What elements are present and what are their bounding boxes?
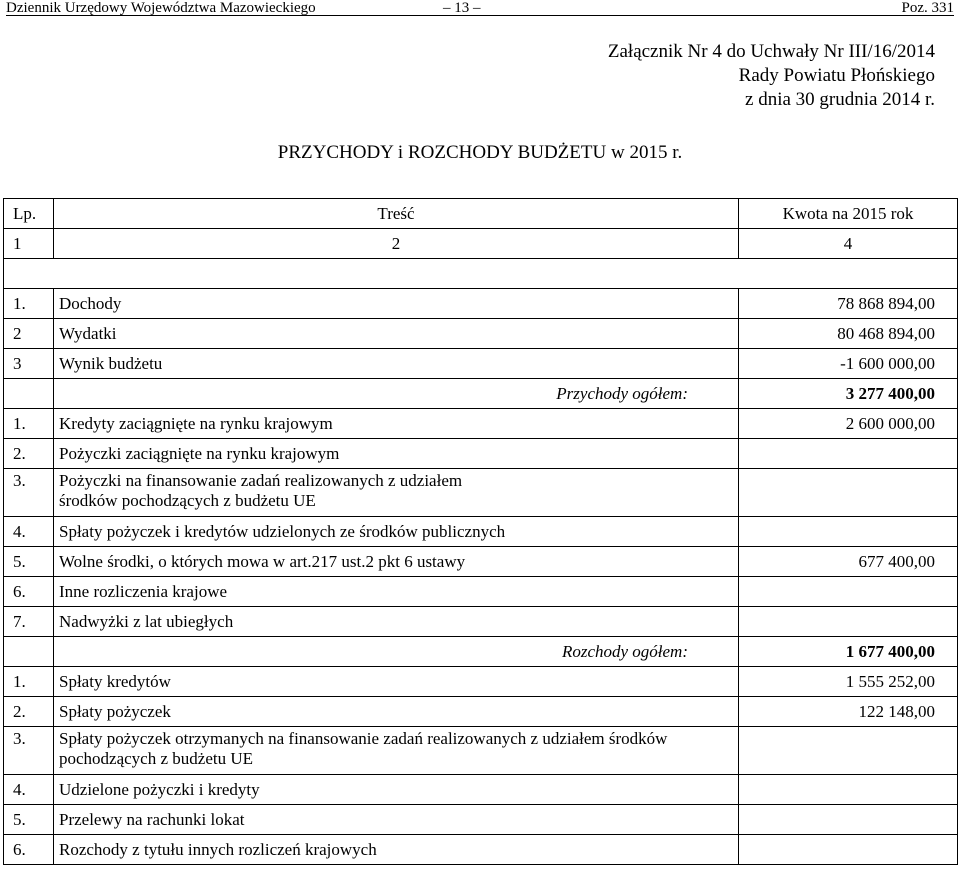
row-amount: 122 148,00 (739, 697, 958, 727)
empty-cell (4, 259, 958, 289)
table-header-row (4, 199, 958, 229)
table-row (4, 727, 958, 775)
column-number-row (4, 229, 958, 259)
col-num-1: 1 (4, 229, 54, 259)
row-lp: 4. (4, 775, 54, 805)
row-amount (739, 577, 958, 607)
row-amount: 80 468 894,00 (739, 319, 958, 349)
document-title: PRZYCHODY i ROZCHODY BUDŻETU w 2015 r. (277, 142, 683, 163)
table-row (4, 835, 958, 865)
row-lp: 4. (4, 517, 54, 547)
row-lp: 2. (4, 439, 54, 469)
row-lp: 6. (4, 577, 54, 607)
row-lp: 3 (4, 349, 54, 379)
rozchody-total: 1 677 400,00 (739, 637, 958, 667)
row-amount (739, 469, 958, 517)
table-row (4, 667, 958, 697)
row-amount (739, 607, 958, 637)
blank-cell (4, 379, 54, 409)
row-text: Spłaty pożyczek (54, 697, 739, 727)
page-header (6, 0, 954, 16)
row-text: Wynik budżetu (54, 349, 739, 379)
rozchody-total-row (4, 637, 958, 667)
annex-line-2: Rady Powiatu Płońskiego (738, 65, 935, 86)
page-number: – 13 – (443, 0, 481, 16)
row-lp: 5. (4, 805, 54, 835)
annex-line-1: Załącznik Nr 4 do Uchwały Nr III/16/2014 (607, 41, 935, 62)
row-amount (739, 775, 958, 805)
empty-row (4, 259, 958, 289)
row-text: Przelewy na rachunki lokat (54, 805, 739, 835)
przychody-total-row (4, 379, 958, 409)
row-text: Inne rozliczenia krajowe (54, 577, 739, 607)
row-lp: 3. (4, 469, 54, 517)
row-text: Pożyczki zaciągnięte na rynku krajowym (54, 439, 739, 469)
table-row (4, 289, 958, 319)
col-num-2: 2 (54, 229, 739, 259)
row-lp: 6. (4, 835, 54, 865)
row-amount (739, 835, 958, 865)
row-text: Udzielone pożyczki i kredyty (54, 775, 739, 805)
table-row (4, 349, 958, 379)
table-row (4, 547, 958, 577)
table-row (4, 469, 958, 517)
table-row (4, 409, 958, 439)
row-amount (739, 439, 958, 469)
row-text: Spłaty pożyczek otrzymanych na finansowanie zadań realizowanych z udziałem środków pochodzących z budżetu UE (54, 727, 739, 775)
table-row (4, 697, 958, 727)
row-amount (739, 517, 958, 547)
row-lp: 5. (4, 547, 54, 577)
przychody-label: Przychody ogółem: (54, 379, 739, 409)
row-lp: 1. (4, 667, 54, 697)
col-num-3: 4 (739, 229, 958, 259)
header-kwota: Kwota na 2015 rok (739, 199, 958, 229)
row-text: Nadwyżki z lat ubiegłych (54, 607, 739, 637)
header-lp: Lp. (4, 199, 54, 229)
table-row (4, 607, 958, 637)
row-lp: 1. (4, 409, 54, 439)
header-tresc: Treść (54, 199, 739, 229)
rozchody-label: Rozchody ogółem: (54, 637, 739, 667)
annex-line-3: z dnia 30 grudnia 2014 r. (745, 89, 935, 110)
row-lp: 7. (4, 607, 54, 637)
table-row (4, 439, 958, 469)
position-number: Poz. 331 (901, 0, 954, 16)
row-amount (739, 805, 958, 835)
row-text: Rozchody z tytułu innych rozliczeń krajowych (54, 835, 739, 865)
row-amount: 677 400,00 (739, 547, 958, 577)
row-text: Dochody (54, 289, 739, 319)
budget-table (3, 198, 958, 865)
row-lp: 2 (4, 319, 54, 349)
row-text: Wolne środki, o których mowa w art.217 ust.2 pkt 6 ustawy (54, 547, 739, 577)
row-amount: 1 555 252,00 (739, 667, 958, 697)
blank-cell (4, 637, 54, 667)
journal-name: Dziennik Urzędowy Województwa Mazowieckiego (6, 0, 316, 16)
row-amount (739, 727, 958, 775)
row-text: Spłaty pożyczek i kredytów udzielonych ze środków publicznych (54, 517, 739, 547)
row-lp: 3. (4, 727, 54, 775)
przychody-total: 3 277 400,00 (739, 379, 958, 409)
row-amount: 78 868 894,00 (739, 289, 958, 319)
row-text: Spłaty kredytów (54, 667, 739, 697)
table-row (4, 775, 958, 805)
row-amount: 2 600 000,00 (739, 409, 958, 439)
table-row (4, 319, 958, 349)
row-amount: -1 600 000,00 (739, 349, 958, 379)
annex-note (608, 40, 935, 112)
row-lp: 2. (4, 697, 54, 727)
table-row (4, 517, 958, 547)
table-row (4, 577, 958, 607)
row-text: Kredyty zaciągnięte na rynku krajowym (54, 409, 739, 439)
row-text: Pożyczki na finansowanie zadań realizowanych z udziałem środków pochodzących z budżetu UE (54, 469, 739, 517)
table-row (4, 805, 958, 835)
row-lp: 1. (4, 289, 54, 319)
row-text: Wydatki (54, 319, 739, 349)
